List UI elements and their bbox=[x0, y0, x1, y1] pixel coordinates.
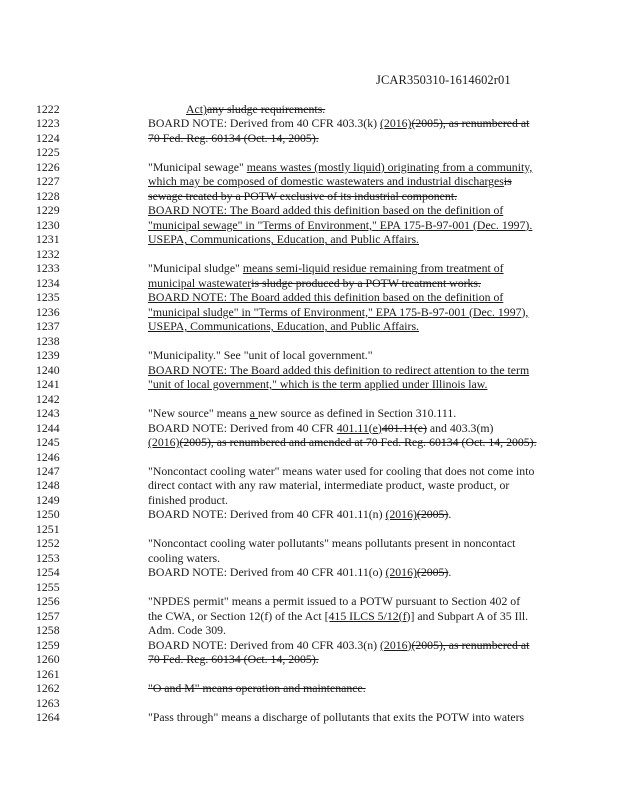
line-number: 1228 bbox=[36, 188, 60, 203]
line-text bbox=[148, 421, 493, 435]
line-text bbox=[148, 261, 504, 275]
line-number: 1244 bbox=[36, 420, 60, 435]
text-segment: BOARD NOTE: Derived from 40 CFR 403.3(k) bbox=[148, 116, 380, 131]
line-number: 1237 bbox=[36, 319, 60, 334]
document-line bbox=[0, 580, 621, 594]
document-line bbox=[0, 435, 621, 449]
line-number: 1261 bbox=[36, 666, 60, 681]
document-line bbox=[0, 203, 621, 217]
document-line bbox=[0, 406, 621, 420]
document-line bbox=[0, 160, 621, 174]
deleted-text: "O and M" means operation and maintenance. bbox=[148, 681, 366, 696]
line-number: 1260 bbox=[36, 652, 60, 667]
line-text bbox=[148, 681, 366, 695]
document-line bbox=[0, 522, 621, 536]
inserted-text: (2016) bbox=[148, 435, 180, 450]
text-segment: and Subpart A of 35 Ill. bbox=[414, 608, 529, 623]
deleted-text: (Oct. 14, 2005). bbox=[240, 130, 319, 145]
text-segment: Adm. Code 309. bbox=[148, 623, 226, 638]
document-line bbox=[0, 551, 621, 565]
line-text bbox=[148, 406, 456, 420]
deleted-text: (2005), as renumbered and amended at 70 Fed. Reg. 60134 (Oct. 14, 2005). bbox=[179, 435, 537, 450]
document-line bbox=[0, 189, 621, 203]
line-number: 1247 bbox=[36, 464, 60, 478]
line-text bbox=[148, 276, 481, 290]
text-segment: "Municipal sewage" bbox=[148, 159, 247, 174]
text-segment: "Municipal sludge" bbox=[148, 261, 243, 276]
line-text bbox=[148, 652, 319, 666]
inserted-text: USEPA, Communications, Education, and Public Affairs. bbox=[148, 232, 419, 247]
line-text bbox=[148, 160, 532, 174]
line-text bbox=[148, 710, 524, 724]
line-text bbox=[148, 464, 534, 478]
document-line bbox=[0, 247, 621, 261]
document-line bbox=[0, 464, 621, 478]
deleted-text: (2005) bbox=[416, 507, 449, 522]
document-line bbox=[0, 131, 621, 145]
line-text bbox=[148, 131, 319, 145]
line-number: 1230 bbox=[36, 217, 60, 232]
line-number: 1250 bbox=[36, 507, 60, 522]
line-text bbox=[148, 478, 509, 492]
inserted-text: BOARD NOTE: The Board added this definition based on the definition of bbox=[148, 290, 504, 305]
deleted-text: (2005), as renumbered at bbox=[411, 116, 530, 131]
line-text bbox=[148, 493, 228, 507]
text-segment: direct contact with any raw material, intermediate product, waste product, or bbox=[148, 478, 510, 493]
line-text bbox=[148, 551, 220, 565]
line-number: 1239 bbox=[36, 348, 60, 363]
line-number: 1224 bbox=[36, 130, 60, 145]
inserted-text: (2016) bbox=[385, 565, 417, 580]
line-number: 1229 bbox=[36, 203, 60, 218]
line-text bbox=[148, 435, 537, 449]
line-number: 1245 bbox=[36, 435, 60, 450]
line-text bbox=[148, 348, 373, 362]
inserted-text: (2016) bbox=[380, 637, 412, 652]
inserted-text: "municipal sewage" in "Terms of Environment," EPA 175-B-97-001 (Dec. 1997). bbox=[148, 217, 533, 232]
text-segment: "New source" means bbox=[148, 406, 250, 421]
deleted-text: any sludge requirements. bbox=[206, 102, 326, 116]
line-text bbox=[148, 174, 512, 188]
document-line bbox=[0, 392, 621, 406]
text-segment: cooling waters. bbox=[148, 550, 221, 565]
document-line bbox=[0, 696, 621, 710]
line-number: 1256 bbox=[36, 594, 60, 609]
line-number: 1240 bbox=[36, 362, 60, 377]
deleted-text: 401.11(e) bbox=[381, 420, 427, 435]
line-number: 1241 bbox=[36, 377, 60, 392]
document-line bbox=[0, 623, 621, 637]
document-line bbox=[0, 348, 621, 362]
document-line bbox=[0, 174, 621, 188]
document-line bbox=[0, 290, 621, 304]
inserted-text: 401.11(e) bbox=[336, 420, 382, 435]
line-number: 1232 bbox=[36, 246, 60, 261]
line-text bbox=[148, 232, 419, 246]
inserted-text: "unit of local government," which is the term applied under Illinois law. bbox=[148, 377, 488, 392]
deleted-text: (2005), as renumbered at bbox=[411, 637, 530, 652]
line-number: 1251 bbox=[36, 521, 60, 536]
line-number: 1258 bbox=[36, 623, 60, 638]
inserted-text: USEPA, Communications, Education, and Public Affairs. bbox=[148, 319, 419, 334]
inserted-text: "municipal sludge" in "Terms of Environment," EPA 175-B-97-001 (Dec. 1997), bbox=[148, 304, 529, 319]
line-number: 1263 bbox=[36, 695, 60, 710]
line-text bbox=[148, 305, 528, 319]
line-text bbox=[148, 116, 529, 130]
inserted-text: (2016) bbox=[385, 507, 417, 522]
document-line bbox=[0, 609, 621, 623]
line-text bbox=[148, 565, 451, 579]
line-number: 1242 bbox=[36, 391, 60, 406]
text-segment: finished product. bbox=[148, 492, 228, 507]
line-number: 1243 bbox=[36, 406, 60, 421]
document-id-header: JCAR350310-1614602r01 bbox=[376, 73, 511, 87]
text-segment: "NPDES permit" means a permit issued to a POTW pursuant to Section 402 of bbox=[148, 594, 521, 609]
document-line bbox=[0, 276, 621, 290]
document-line bbox=[0, 450, 621, 464]
line-text bbox=[148, 594, 520, 608]
document-line bbox=[0, 232, 621, 246]
line-number: 1235 bbox=[36, 290, 60, 305]
document-line bbox=[0, 710, 621, 724]
deleted-text: 70 Fed. Reg. 60134 bbox=[148, 130, 241, 145]
line-number: 1246 bbox=[36, 449, 60, 464]
text-segment: "Municipality." See "unit of local government." bbox=[148, 348, 373, 363]
deleted-text: is bbox=[503, 174, 512, 189]
inserted-text: a bbox=[249, 406, 258, 421]
deleted-text: (2005) bbox=[416, 565, 449, 580]
document-line bbox=[0, 507, 621, 521]
document-line bbox=[0, 319, 621, 333]
document-line bbox=[0, 305, 621, 319]
line-text bbox=[148, 638, 529, 652]
line-text bbox=[148, 536, 515, 550]
document-line bbox=[0, 421, 621, 435]
line-number: 1248 bbox=[36, 478, 60, 493]
line-text bbox=[148, 203, 503, 217]
text-segment: the CWA, or Section 12(f) of the Act bbox=[148, 608, 325, 623]
document-line bbox=[0, 638, 621, 652]
inserted-text: means wastes (mostly liquid) originating from a community, bbox=[246, 159, 533, 174]
text-segment: "Noncontact cooling water" means water used for cooling that does not come into bbox=[148, 464, 535, 478]
line-number: 1264 bbox=[36, 710, 60, 725]
line-number: 1255 bbox=[36, 579, 60, 594]
inserted-text: [415 ILCS 5/12(f)] bbox=[324, 608, 415, 623]
line-number: 1253 bbox=[36, 550, 60, 565]
deleted-text: is sludge produced by a POTW treatment works. bbox=[251, 275, 481, 290]
text-segment: BOARD NOTE: Derived from 40 CFR 403.3(n) bbox=[148, 637, 380, 652]
inserted-text: BOARD NOTE: The Board added this definition to redirect attention to the term bbox=[148, 362, 530, 377]
inserted-text: municipal wastewater bbox=[148, 275, 252, 290]
line-text bbox=[148, 290, 503, 304]
line-text bbox=[148, 507, 451, 521]
line-text bbox=[148, 218, 532, 232]
line-text bbox=[148, 189, 457, 203]
document-line bbox=[0, 478, 621, 492]
document-line bbox=[0, 334, 621, 348]
document-line bbox=[0, 667, 621, 681]
line-number: 1236 bbox=[36, 304, 60, 319]
inserted-text: Act) bbox=[186, 102, 207, 116]
text-segment: . bbox=[448, 565, 452, 580]
document-line bbox=[0, 377, 621, 391]
line-text bbox=[148, 623, 226, 637]
line-number: 1259 bbox=[36, 637, 60, 652]
line-number: 1231 bbox=[36, 232, 60, 247]
deleted-text: 70 Fed. Reg. 60134 (Oct. 14, 2005). bbox=[148, 652, 319, 667]
document-line bbox=[0, 594, 621, 608]
line-number: 1238 bbox=[36, 333, 60, 348]
document-line bbox=[0, 145, 621, 159]
text-segment: . bbox=[448, 507, 452, 522]
text-segment: BOARD NOTE: Derived from 40 CFR bbox=[148, 420, 337, 435]
line-number: 1227 bbox=[36, 174, 60, 189]
line-number: 1234 bbox=[36, 275, 60, 290]
text-segment: and 403.3(m) bbox=[426, 420, 494, 435]
document-line bbox=[0, 218, 621, 232]
document-line bbox=[0, 116, 621, 130]
text-segment: "Pass through" means a discharge of pollutants that exits the POTW into waters bbox=[148, 710, 525, 725]
line-text bbox=[148, 363, 529, 377]
document-line bbox=[0, 261, 621, 275]
inserted-text: BOARD NOTE: The Board added this definition based on the definition of bbox=[148, 203, 504, 218]
line-number: 1254 bbox=[36, 565, 60, 580]
line-text bbox=[186, 102, 325, 116]
text-segment: BOARD NOTE: Derived from 40 CFR 401.11(n) bbox=[148, 507, 386, 522]
line-number: 1249 bbox=[36, 492, 60, 507]
document-line bbox=[0, 536, 621, 550]
line-number: 1223 bbox=[36, 116, 60, 131]
inserted-text: (2016) bbox=[380, 116, 412, 131]
deleted-text: sewage treated by a POTW exclusive of its industrial component. bbox=[148, 188, 458, 203]
line-number: 1222 bbox=[36, 102, 60, 116]
line-number: 1262 bbox=[36, 681, 60, 696]
line-number: 1225 bbox=[36, 145, 60, 160]
line-text bbox=[148, 377, 487, 391]
line-text bbox=[148, 609, 528, 623]
document-line bbox=[0, 363, 621, 377]
inserted-text: means semi-liquid residue remaining from treatment of bbox=[242, 261, 504, 276]
document-line bbox=[0, 565, 621, 579]
document-line bbox=[0, 652, 621, 666]
text-segment: new source as defined in Section 310.111. bbox=[257, 406, 457, 421]
line-text bbox=[148, 319, 419, 333]
document-line bbox=[0, 102, 621, 116]
text-segment: "Noncontact cooling water pollutants" means pollutants present in noncontact bbox=[148, 536, 516, 551]
document-line bbox=[0, 493, 621, 507]
document-line bbox=[0, 681, 621, 695]
line-number: 1252 bbox=[36, 536, 60, 551]
line-number: 1233 bbox=[36, 261, 60, 276]
inserted-text: which may be composed of domestic wastewaters and industrial discharges bbox=[148, 174, 504, 189]
line-number: 1226 bbox=[36, 159, 60, 174]
text-segment: BOARD NOTE: Derived from 40 CFR 401.11(o) bbox=[148, 565, 386, 580]
line-number: 1257 bbox=[36, 608, 60, 623]
